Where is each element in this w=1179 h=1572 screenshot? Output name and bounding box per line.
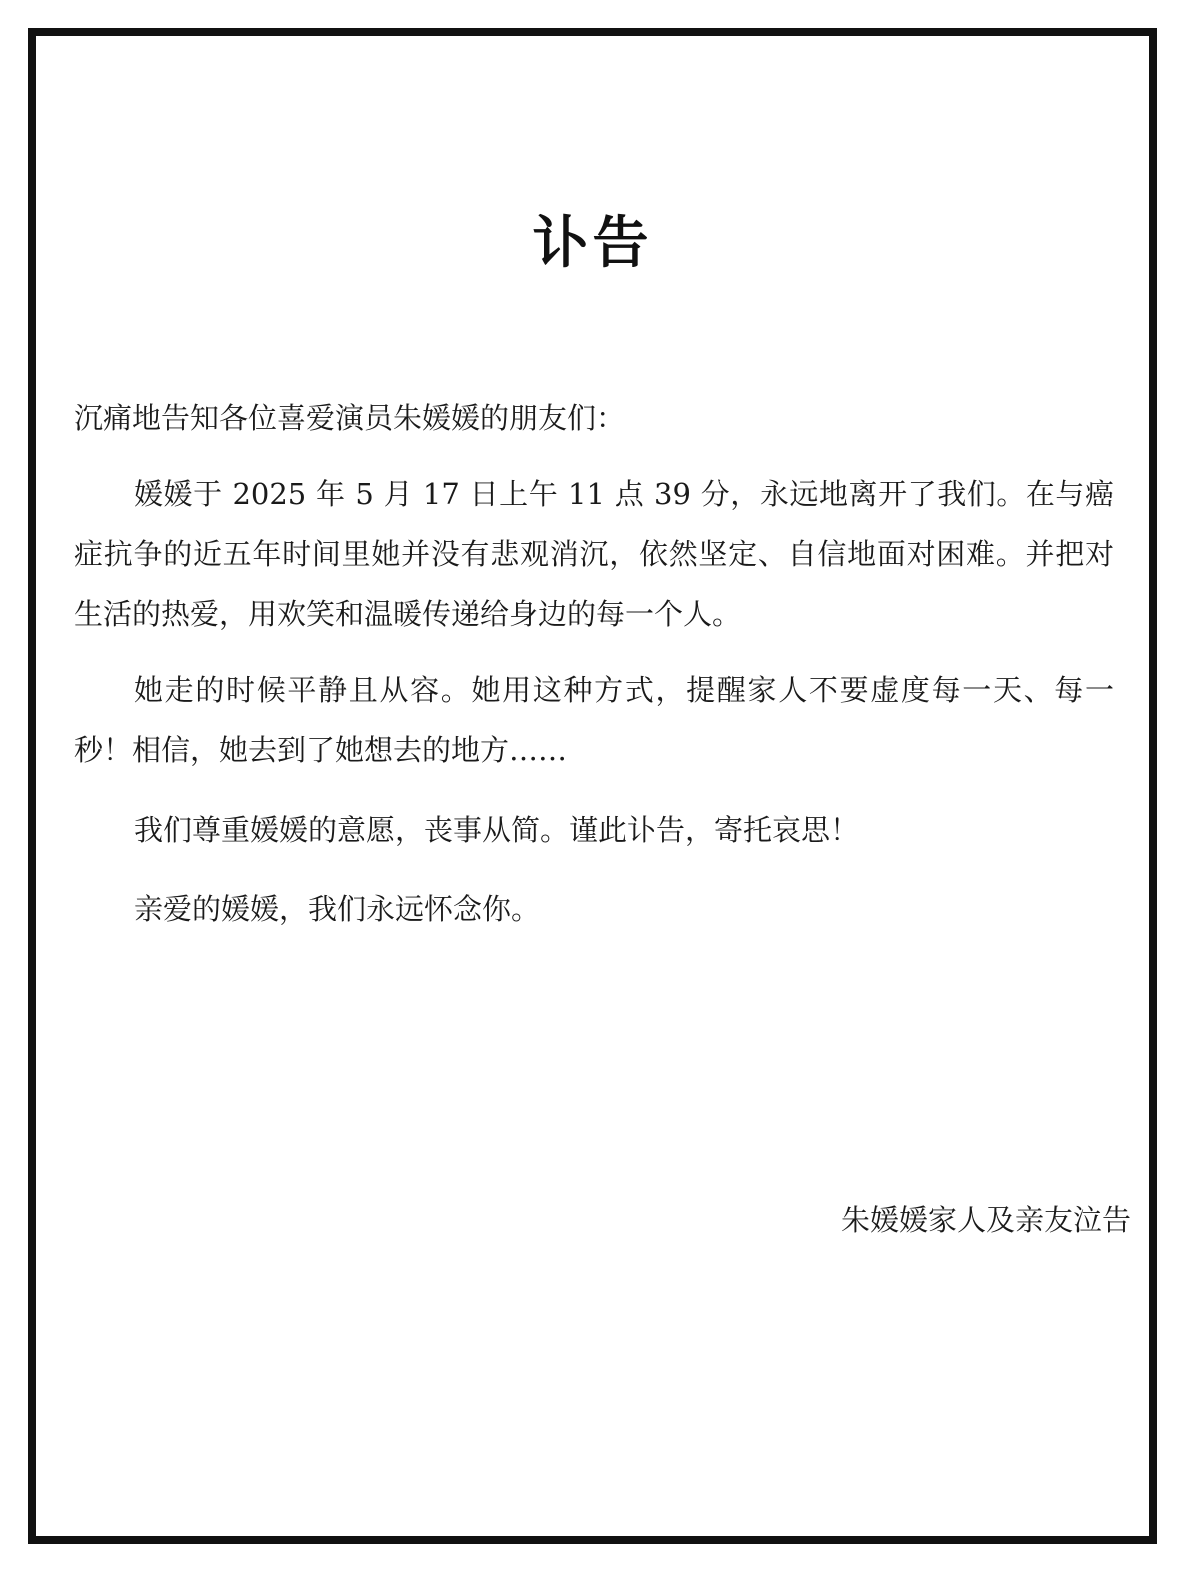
paragraph-funeral: 我们尊重媛媛的意愿，丧事从简。谨此讣告，寄托哀思！ [134, 813, 860, 847]
signature: 朱媛媛家人及亲友泣告 [840, 1203, 1131, 1237]
paragraph-peaceful: 她走的时候平静且从容。她用这种方式，提醒家人不要虚度每一天、每一秒！相信，她去到了她想去的地方…… [74, 673, 1114, 767]
paragraph-remembrance: 亲爱的媛媛，我们永远怀念你。 [134, 892, 541, 926]
notice-frame [28, 28, 1157, 1544]
salutation: 沉痛地告知各位喜爱演员朱媛媛的朋友们： [74, 401, 626, 435]
notice-title: 讣告 [532, 211, 653, 276]
paragraph-passing: 媛媛于 2025 年 5 月 17 日上午 11 点 39 分，永远地离开了我们。在与癌症抗争的近五年时间里她并没有悲观消沉，依然坚定、自信地面对困难。并把对生活的热爱，用欢笑和温暖传递给身边的每一个人。 [74, 477, 1114, 631]
